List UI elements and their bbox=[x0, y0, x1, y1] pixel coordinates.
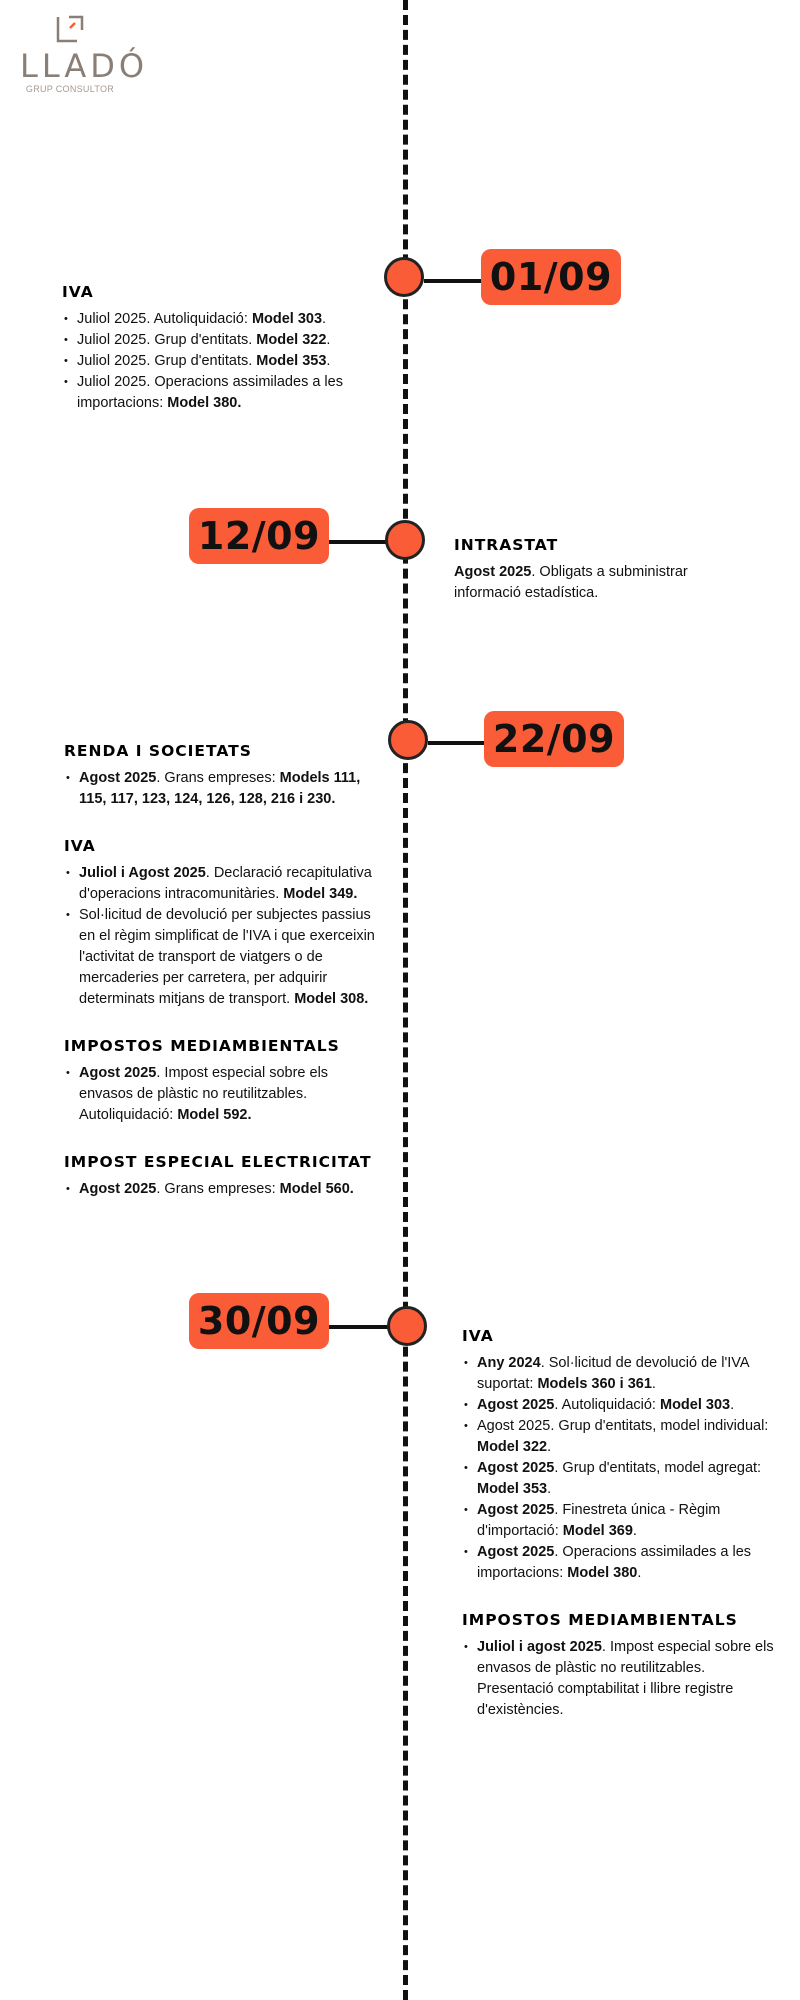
bold-text: Model 303 bbox=[251, 311, 323, 327]
list-item bbox=[477, 1542, 782, 1584]
text-run: Juliol 2025. Grup d'entitats. bbox=[77, 332, 257, 348]
text-run: . bbox=[547, 1439, 552, 1455]
text-run: Agost 2025. Grup d'entitats, model individual: bbox=[477, 1418, 769, 1434]
text-run: . bbox=[651, 1376, 656, 1392]
section-heading: IVA bbox=[62, 283, 94, 301]
text-run: . Autoliquidació: bbox=[554, 1397, 660, 1413]
bold-text: Model 349. bbox=[283, 886, 358, 902]
text-run: . bbox=[322, 311, 327, 327]
section-heading: IVA bbox=[462, 1327, 494, 1345]
obligation-list bbox=[64, 1179, 384, 1200]
timeline-node-2209 bbox=[388, 720, 428, 760]
timeline-connector-2209 bbox=[428, 741, 486, 745]
text-run: Sol·licitud de devolució per subjectes passius en el règim simplificat de l'IVA i que exerceixin l'activitat de transport de viatgers o de mercaderies per carretera, per adquirir determinats mitjans de transport. bbox=[79, 907, 375, 1007]
list-item bbox=[77, 372, 382, 414]
timeline-connector-1209 bbox=[329, 540, 387, 544]
bold-text: Agost 2025 bbox=[477, 1544, 555, 1560]
list-item bbox=[77, 330, 382, 351]
obligation-list bbox=[62, 309, 382, 414]
text-run: . bbox=[730, 1397, 735, 1413]
timeline-spine bbox=[403, 0, 408, 2000]
obligation-list bbox=[64, 768, 384, 810]
list-item bbox=[77, 351, 382, 372]
timeline-node-0109 bbox=[384, 257, 424, 297]
section-heading: INTRASTAT bbox=[454, 536, 559, 554]
bold-text: Model 303 bbox=[659, 1397, 731, 1413]
corner-bracket-logo-icon bbox=[55, 14, 85, 44]
text-run: . bbox=[326, 353, 331, 369]
section-paragraph bbox=[454, 562, 754, 604]
text-run: . Impost especial sobre els envasos de plàstic no reutilitzables. Autoliquidació: bbox=[79, 1065, 329, 1123]
event-block-3009 bbox=[462, 1326, 782, 1747]
section-heading: IMPOST ESPECIAL ELECTRICITAT bbox=[64, 1153, 372, 1171]
bold-text: Model 322 bbox=[477, 1439, 548, 1455]
list-item bbox=[79, 863, 384, 905]
list-item bbox=[79, 1179, 384, 1200]
bold-text: Agost 2025 bbox=[79, 1065, 157, 1081]
bold-text: Agost 2025 bbox=[477, 1460, 555, 1476]
company-logo bbox=[20, 14, 149, 94]
bold-text: Agost 2025 bbox=[79, 1181, 157, 1197]
text-run: Juliol 2025. Autoliquidació: bbox=[77, 311, 252, 327]
obligation-list bbox=[462, 1353, 782, 1584]
timeline-connector-0109 bbox=[424, 279, 482, 283]
list-item bbox=[477, 1416, 782, 1458]
bold-text: Any 2024 bbox=[477, 1355, 541, 1371]
text-run: . Obligats a subministrar informació estadística. bbox=[454, 564, 688, 601]
bold-text: Model 560. bbox=[279, 1181, 354, 1197]
obligation-list bbox=[462, 1637, 782, 1721]
list-item bbox=[79, 905, 384, 1010]
bold-text: Model 353 bbox=[477, 1481, 548, 1497]
list-item bbox=[477, 1395, 782, 1416]
text-run: . Operacions assimilades a les importacions: bbox=[477, 1544, 752, 1581]
date-badge-3009: 30/09 bbox=[189, 1293, 329, 1349]
text-run: . bbox=[632, 1523, 637, 1539]
text-run: . bbox=[547, 1481, 552, 1497]
list-item bbox=[477, 1353, 782, 1395]
date-badge-2209: 22/09 bbox=[484, 711, 624, 767]
section-heading: RENDA I SOCIETATS bbox=[64, 742, 252, 760]
text-run: . Impost especial sobre els envasos de plàstic no reutilitzables. Presentació comptabilitat i llibre registre d'existències. bbox=[477, 1639, 774, 1718]
bold-text: Model 592. bbox=[177, 1107, 252, 1123]
date-badge-0109: 01/09 bbox=[481, 249, 621, 305]
section-heading: IMPOSTOS MEDIAMBIENTALS bbox=[462, 1611, 738, 1629]
bold-text: Model 322 bbox=[256, 332, 327, 348]
text-run: . Finestreta única - Règim d'importació: bbox=[477, 1502, 721, 1539]
list-item bbox=[79, 768, 384, 810]
bold-text: Model 353 bbox=[256, 353, 327, 369]
bold-text: Juliol i agost 2025 bbox=[477, 1639, 602, 1655]
event-block-2209 bbox=[64, 741, 384, 1226]
date-badge-1209: 12/09 bbox=[189, 508, 329, 564]
timeline-connector-3009 bbox=[329, 1325, 389, 1329]
timeline-node-1209 bbox=[385, 520, 425, 560]
list-item bbox=[77, 309, 382, 330]
text-run: . Grup d'entitats, model agregat: bbox=[554, 1460, 762, 1476]
obligation-list bbox=[64, 863, 384, 1010]
logo-name: LLADÓ bbox=[20, 47, 149, 85]
obligation-list bbox=[64, 1063, 384, 1126]
text-run: . Grans empreses: bbox=[156, 770, 280, 786]
bold-text: Model 380 bbox=[567, 1565, 638, 1581]
list-item bbox=[79, 1063, 384, 1126]
bold-text: Agost 2025 bbox=[454, 564, 532, 580]
bold-text: Model 369 bbox=[562, 1523, 633, 1539]
bold-text: Models 360 i 361 bbox=[537, 1376, 652, 1392]
section-heading: IVA bbox=[64, 837, 96, 855]
list-item bbox=[477, 1500, 782, 1542]
text-run: Juliol 2025. Operacions assimilades a les importacions: bbox=[77, 374, 343, 411]
bold-text: Juliol i Agost 2025 bbox=[79, 865, 206, 881]
event-block-1209 bbox=[454, 535, 754, 604]
section-heading: IMPOSTOS MEDIAMBIENTALS bbox=[64, 1037, 340, 1055]
text-run: . bbox=[637, 1565, 642, 1581]
event-block-0109 bbox=[62, 282, 382, 440]
bold-text: Models 111, 115, 117, 123, 124, 126, 128, 216 i 230. bbox=[79, 770, 361, 807]
list-item bbox=[477, 1458, 782, 1500]
timeline-node-3009 bbox=[387, 1306, 427, 1346]
text-run: Juliol 2025. Grup d'entitats. bbox=[77, 353, 257, 369]
list-item bbox=[477, 1637, 782, 1721]
text-run: . Sol·licitud de devolució de l'IVA suportat: bbox=[477, 1355, 749, 1392]
text-run: . Grans empreses: bbox=[156, 1181, 280, 1197]
bold-text: Model 380. bbox=[167, 395, 242, 411]
logo-subtitle: GRUP CONSULTOR bbox=[25, 84, 115, 94]
bold-text: Model 308. bbox=[294, 991, 369, 1007]
bold-text: Agost 2025 bbox=[79, 770, 157, 786]
bold-text: Agost 2025 bbox=[477, 1502, 555, 1518]
text-run: . Declaració recapitulativa d'operacions intracomunitàries. bbox=[79, 865, 372, 902]
bold-text: Agost 2025 bbox=[477, 1397, 555, 1413]
text-run: . bbox=[326, 332, 331, 348]
